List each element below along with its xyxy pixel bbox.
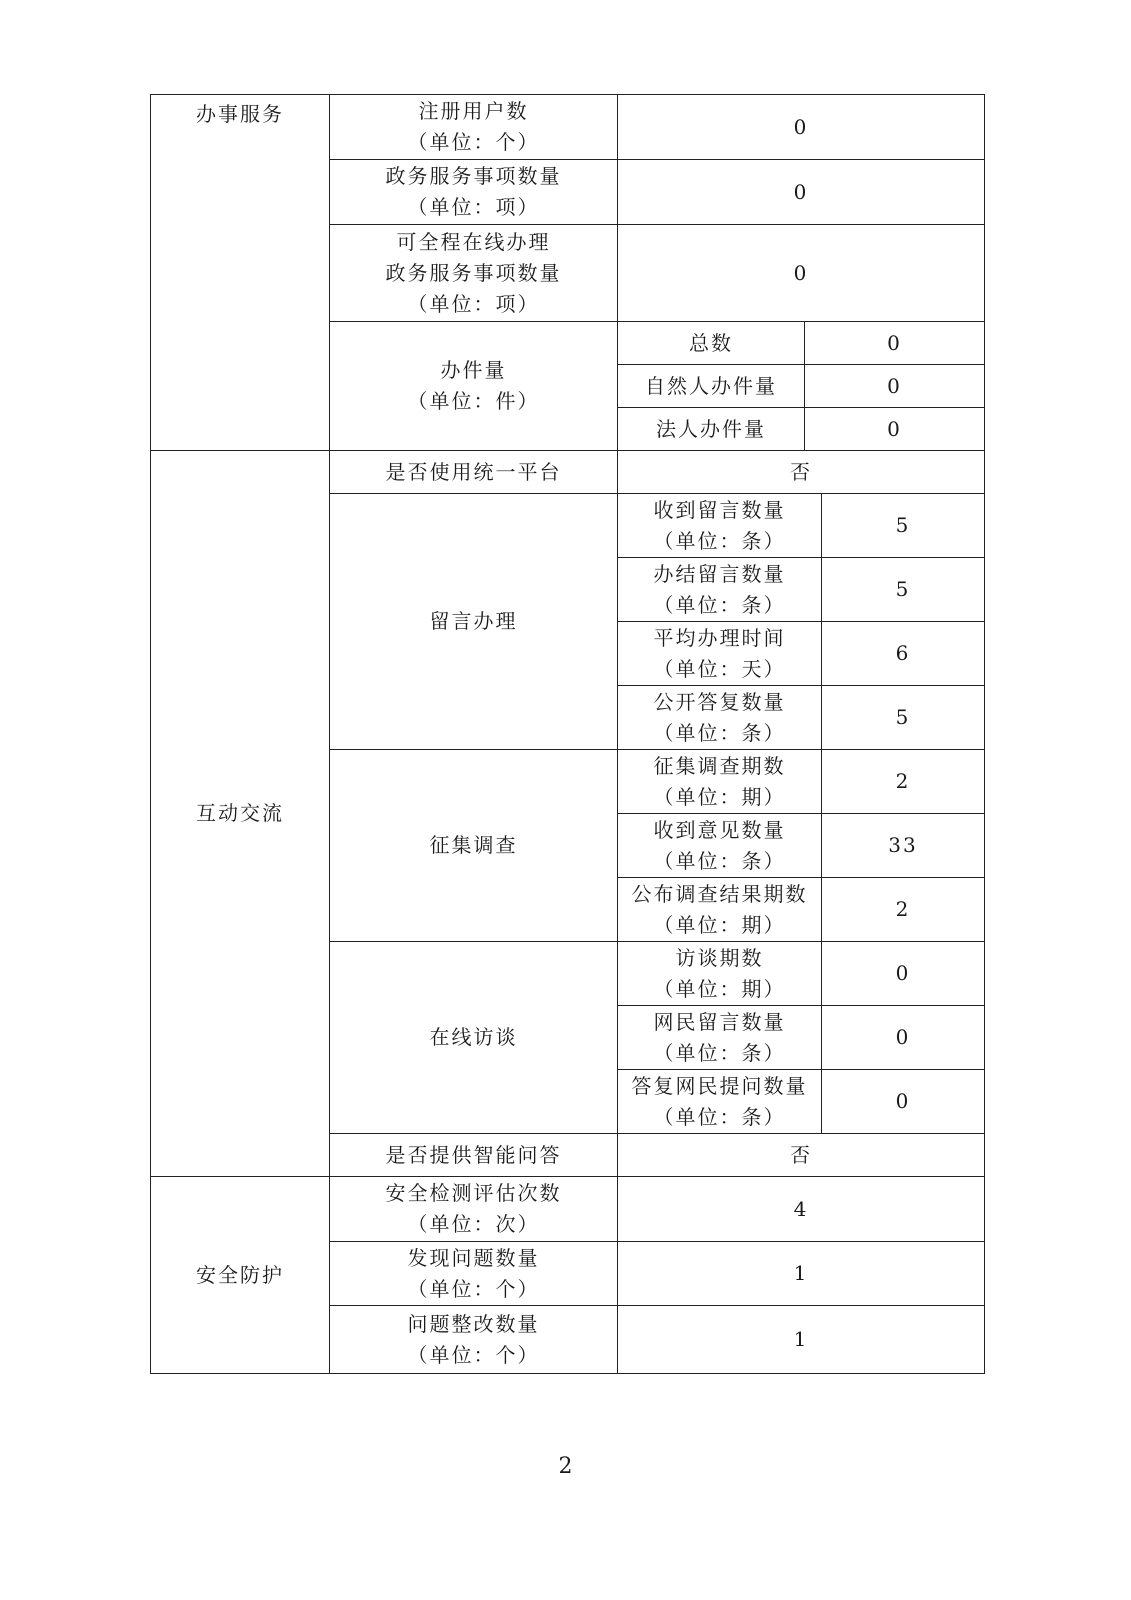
online-items-value: 0 (618, 225, 985, 322)
section-title-service: 办事服务 (151, 95, 330, 451)
smart-qa-value: 否 (618, 1134, 985, 1177)
messages-received-value: 5 (822, 494, 985, 558)
inspections-label: 安全检测评估次数 （单位：次） (330, 1177, 618, 1242)
cases-natural-person-value: 0 (805, 365, 985, 408)
interview-answers-label: 答复网民提问数量 （单位：条） (618, 1070, 822, 1134)
statistics-table (150, 94, 985, 1374)
interview-periods-label: 访谈期数 （单位：期） (618, 942, 822, 1006)
cases-label: 办件量 （单位：件） (330, 322, 618, 451)
interview-label: 在线访谈 (330, 942, 618, 1134)
messages-avg-time-value: 6 (822, 622, 985, 686)
survey-opinions-value: 33 (822, 814, 985, 878)
registered-users-label: 注册用户数 （单位：个） (330, 95, 618, 160)
cases-legal-person-value: 0 (805, 408, 985, 451)
cases-total-value: 0 (805, 322, 985, 365)
messages-concluded-value: 5 (822, 558, 985, 622)
smart-qa-label: 是否提供智能问答 (330, 1134, 618, 1177)
online-items-label: 可全程在线办理 政务服务事项数量 （单位：项） (330, 225, 618, 322)
inspections-value: 4 (618, 1177, 985, 1242)
interview-periods-value: 0 (822, 942, 985, 1006)
page-number: 2 (558, 1454, 573, 1479)
issues-fixed-value: 1 (618, 1306, 985, 1374)
cases-natural-person-label: 自然人办件量 (618, 365, 805, 408)
issues-found-value: 1 (618, 1242, 985, 1306)
messages-concluded-label: 办结留言数量 （单位：条） (618, 558, 822, 622)
cases-total-label: 总数 (618, 322, 805, 365)
messages-public-replies-value: 5 (822, 686, 985, 750)
service-items-label: 政务服务事项数量 （单位：项） (330, 160, 618, 225)
messages-public-replies-label: 公开答复数量 （单位：条） (618, 686, 822, 750)
survey-results-label: 公布调查结果期数 （单位：期） (618, 878, 822, 942)
issues-found-label: 发现问题数量 （单位：个） (330, 1242, 618, 1306)
interview-messages-value: 0 (822, 1006, 985, 1070)
cases-legal-person-label: 法人办件量 (618, 408, 805, 451)
section-title-security: 安全防护 (151, 1177, 330, 1374)
survey-periods-label: 征集调查期数 （单位：期） (618, 750, 822, 814)
survey-opinions-label: 收到意见数量 （单位：条） (618, 814, 822, 878)
service-items-value: 0 (618, 160, 985, 225)
unified-platform-label: 是否使用统一平台 (330, 451, 618, 494)
issues-fixed-label: 问题整改数量 （单位：个） (330, 1306, 618, 1374)
survey-label: 征集调查 (330, 750, 618, 942)
unified-platform-value: 否 (618, 451, 985, 494)
table-row (151, 1177, 985, 1242)
survey-periods-value: 2 (822, 750, 985, 814)
interview-messages-label: 网民留言数量 （单位：条） (618, 1006, 822, 1070)
table-row (151, 95, 985, 160)
registered-users-value: 0 (618, 95, 985, 160)
messages-received-label: 收到留言数量 （单位：条） (618, 494, 822, 558)
section-title-interaction: 互动交流 (151, 451, 330, 1177)
survey-results-value: 2 (822, 878, 985, 942)
messages-avg-time-label: 平均办理时间 （单位：天） (618, 622, 822, 686)
table-row (151, 451, 985, 494)
interview-answers-value: 0 (822, 1070, 985, 1134)
messages-label: 留言办理 (330, 494, 618, 750)
